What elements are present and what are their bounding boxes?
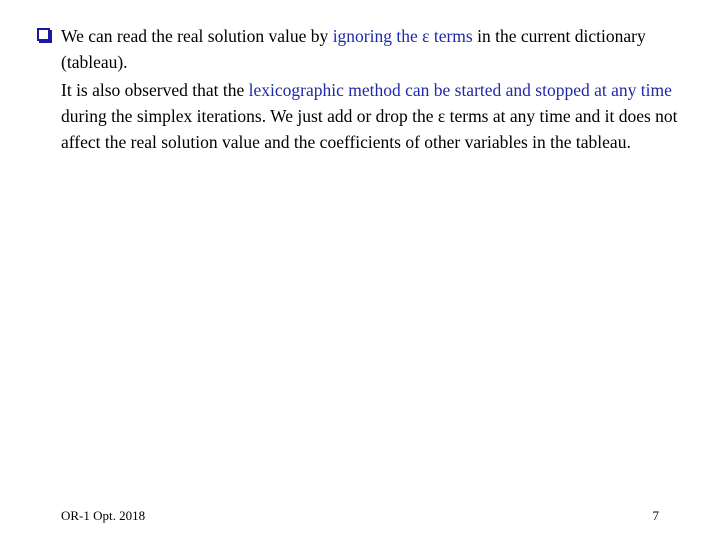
footer-course-label: OR-1 Opt. 2018 — [61, 508, 146, 523]
bullet-block — [61, 23, 701, 155]
paragraph1-highlight: ignoring the ε terms — [332, 26, 473, 46]
paragraph2-text-start: It is also observed that the — [61, 80, 249, 100]
paragraph1-text-start: We can read the real solution value by — [61, 26, 333, 46]
footer-page-number: 7 — [652, 508, 659, 523]
paragraph2-highlight: lexicographic method can be started and stopped at any time — [248, 80, 672, 100]
paragraph-reading-solution — [61, 23, 701, 75]
paragraph2-text-end: during the simplex iterations. We just add or drop the ε terms at any time and it does not affect the real solution value and the coefficients of other variables in the tableau. — [61, 106, 678, 152]
paragraph1-text-end: in the current dictionary (tableau). — [61, 26, 646, 72]
square-bullet-icon — [37, 28, 50, 41]
paragraph-lexicographic — [61, 77, 701, 155]
